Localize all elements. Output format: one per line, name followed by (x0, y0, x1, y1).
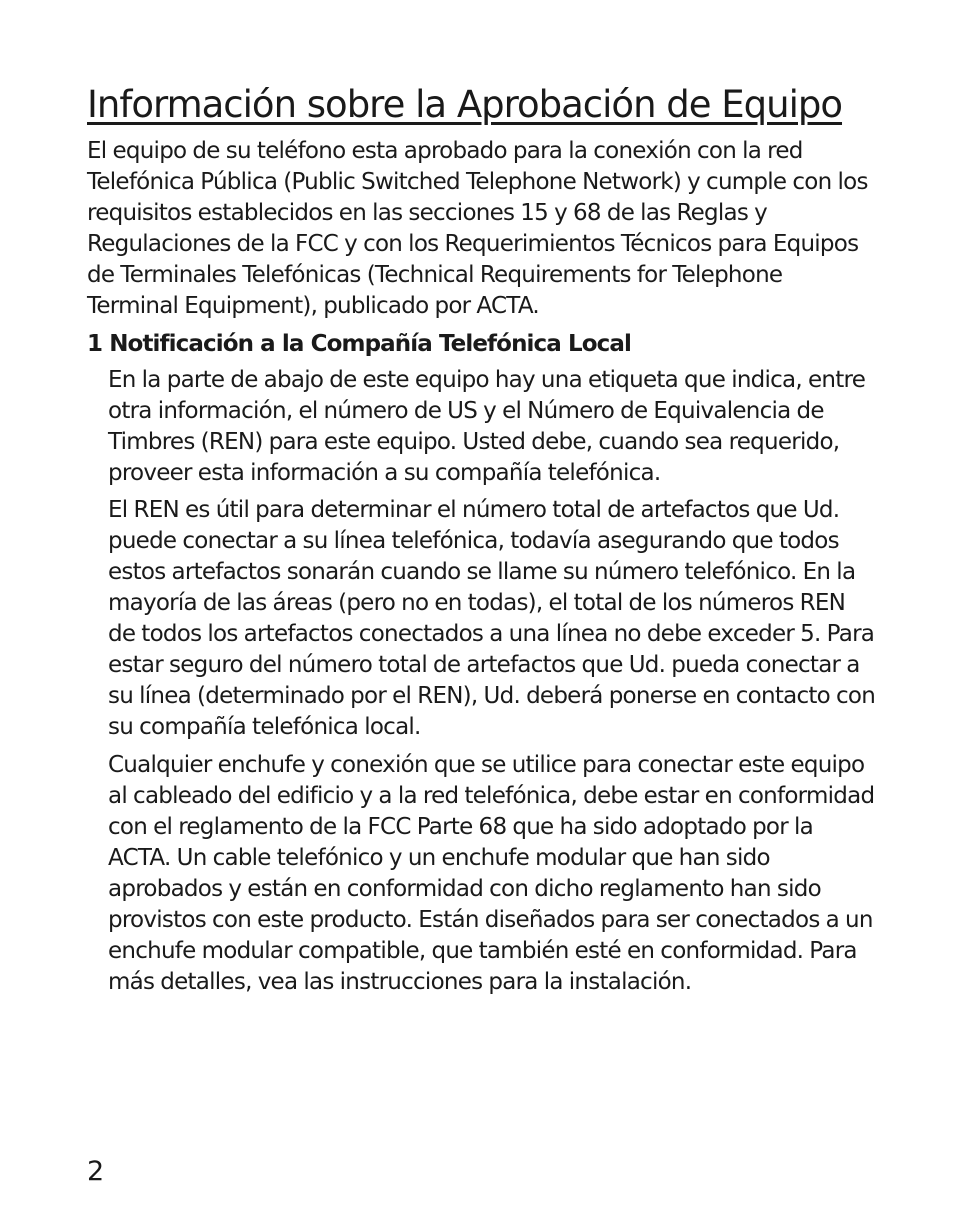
section-heading: 1 Notificación a la Compañía Telefónica Local (87, 331, 631, 357)
page-number: 2 (87, 1156, 105, 1187)
page-title: Información sobre la Aprobación de Equipo (87, 83, 843, 126)
section-paragraph-1: En la parte de abajo de este equipo hay una etiqueta que indica, entre otra información, el número de US y el Número de Equivalencia de Timbres (REN) para este equipo. Usted debe, cuando sea requerido, proveer esta información a su compañía telefónica. (108, 367, 866, 486)
section-paragraph-2: El REN es útil para determinar el número total de artefactos que Ud. puede conectar a su línea telefónica, todavía asegurando que todos estos artefactos sonarán cuando se llame su número telefónico. En la mayoría de las áreas (pero no en todas), el total de los números REN de todos los artefactos conectados a una línea no debe exceder 5. Para estar seguro del número total de artefactos que Ud. pueda conectar a su línea (determinado por el REN), Ud. deberá ponerse en contacto con su compañía telefónica local. (108, 497, 876, 740)
intro-paragraph: El equipo de su teléfono esta aprobado para la conexión con la red Telefónica Pública (Public Switched Telephone Network) y cumple con los requisitos establecidos en las secciones 15 y 68 de las Reglas y Regulaciones de la FCC y con los Requerimientos Técnicos para Equipos de Terminales Telefónicas (Technical Requirements for Telephone Terminal Equipment), publicado por ACTA. (87, 138, 868, 319)
section-paragraph-3: Cualquier enchufe y conexión que se utilice para conectar este equipo al cableado del edificio y a la red telefónica, debe estar en conformidad con el reglamento de la FCC Parte 68 que ha sido adoptado por la ACTA. Un cable telefónico y un enchufe modular que han sido aprobados y están en conformidad con dicho reglamento han sido provistos con este producto. Están diseñados para ser conectados a un enchufe modular compatible, que también esté en conformidad. Para más detalles, vea las instrucciones para la instalación. (108, 752, 875, 995)
